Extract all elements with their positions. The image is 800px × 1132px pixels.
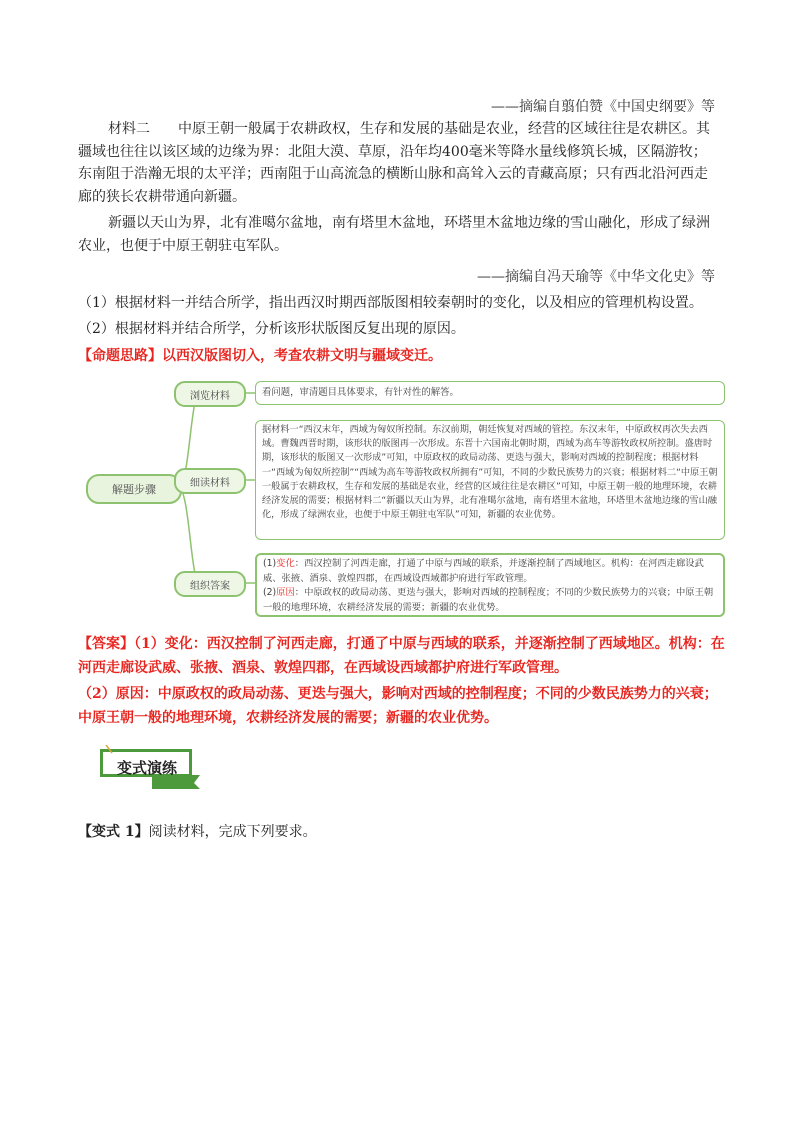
source-citation-1: ——摘编自翦伯赞《中国史纲要》等	[491, 99, 715, 115]
variant-1-label: 【变式 1】	[78, 824, 149, 840]
answer-1	[78, 632, 728, 680]
answer-2-number: (2)	[263, 587, 277, 598]
mindmap-node-browse: 浏览材料	[174, 381, 246, 407]
variant-1-text: 阅读材料，完成下列要求。	[148, 824, 317, 840]
answer-2: （2）原因：中原政权的政局动荡、更迭与强大，影响对西域的控制程度；不同的少数民族势力的兴衰；中原王朝一般的地理环境，农耕经济发展的需要；新疆的农业优势。	[78, 686, 718, 726]
question-2: （2）根据材料并结合所学，分析该形状版图反复出现的原因。	[78, 321, 465, 337]
answer-label: 【答案】	[78, 636, 134, 652]
variant-practice-title: 变式演练	[116, 758, 177, 777]
answer-2-text: ：中原政权的政局动荡、更迭与强大，影响对西域的控制程度；不同的少数民族势力的兴衰；中原王朝一般的地理环境，农耕经济发展的需要；新疆的农业优势。	[263, 587, 714, 613]
answer-1-key: 变化	[276, 558, 295, 569]
mindmap-box-organize	[255, 553, 725, 617]
answer-1-body: （1）变化：西汉控制了河西走廊，打通了中原与西域的联系，并逐渐控制了西域地区。机构：在河西走廊设武威、张掖、酒泉、敦煌四郡，在西域设西域都护府进行军政管理。	[78, 636, 725, 676]
question-1: （1）根据材料一并结合所学，指出西汉时期西部版图相较秦朝时的变化，以及相应的管理机构设置。	[78, 295, 703, 311]
answer-2-key: 原因	[276, 587, 295, 598]
mindmap-box-read: 据材料一“西汉末年，西域为匈奴所控制。东汉前期，朝廷恢复对西域的管控。东汉末年，中原政权再次失去西域。曹魏西晋时期，该形状的版图再一次形成。东晋十六国南北朝时期，西域为高车等游牧政权所控制。盛唐时期，该形状的版图又一次形成”可知，中原政权的政局动荡、更迭与强大，影响对西域的控制程度；根据材料一“西域为匈奴所控制”“西域为高车等游牧政权所拥有”可知，不同的少数民族势力的兴衰；根据材料二“中原王朝一般属于农耕政权，生存和发展的基础是农业，经营的区域往往是农耕区”可知，中原王朝一般的地理环境，农耕经济发展的需要；根据材料二“新疆以天山为界，北有准噶尔盆地，南有塔里木盆地，环塔里木盆地边缘的雪山融化，形成了绿洲农业，也便于中原王朝驻屯军队”可知，新疆的农业优势。	[255, 420, 725, 540]
mindmap-node-organize: 组织答案	[174, 571, 246, 597]
mindmap-box-browse: 看问题，审清题目具体要求，有针对性的解答。	[255, 381, 725, 405]
answer-1-text: ：西汉控制了河西走廊，打通了中原与西域的联系，并逐渐控制了西域地区。机构：在河西走廊设武威、张掖、酒泉、敦煌四郡，在西域设西域都护府进行军政管理。	[263, 558, 704, 584]
mindmap-node-read: 细读材料	[174, 468, 246, 494]
design-idea-label: 【命题思路】	[78, 348, 162, 364]
variant-1-prompt	[78, 821, 720, 841]
material-2-paragraph-1: 材料二 中原王朝一般属于农耕政权，生存和发展的基础是农业，经营的区域往往是农耕区。其疆域也往往以该区域的边缘为界：北阻大漠、草原，沿年均400毫米等降水量线修筑长城，区隔游牧；东南阻于浩瀚无垠的太平洋；西南阻于山高流急的横断山脉和高耸入云的青藏高原；只有西北沿河西走廊的狭长农耕带通向新疆。	[78, 121, 710, 205]
material-2-paragraph-2: 新疆以天山为界，北有准噶尔盆地，南有塔里木盆地，环塔里木盆地边缘的雪山融化，形成了绿洲农业，也便于中原王朝驻屯军队。	[78, 215, 710, 254]
source-citation-2: ——摘编自冯天瑜等《中华文化史》等	[477, 269, 715, 285]
mindmap-root: 解题步骤	[86, 474, 182, 504]
answer-1-number: (1)	[263, 558, 277, 569]
design-idea-text: 以西汉版图切入，考查农耕文明与疆域变迁。	[162, 348, 442, 364]
